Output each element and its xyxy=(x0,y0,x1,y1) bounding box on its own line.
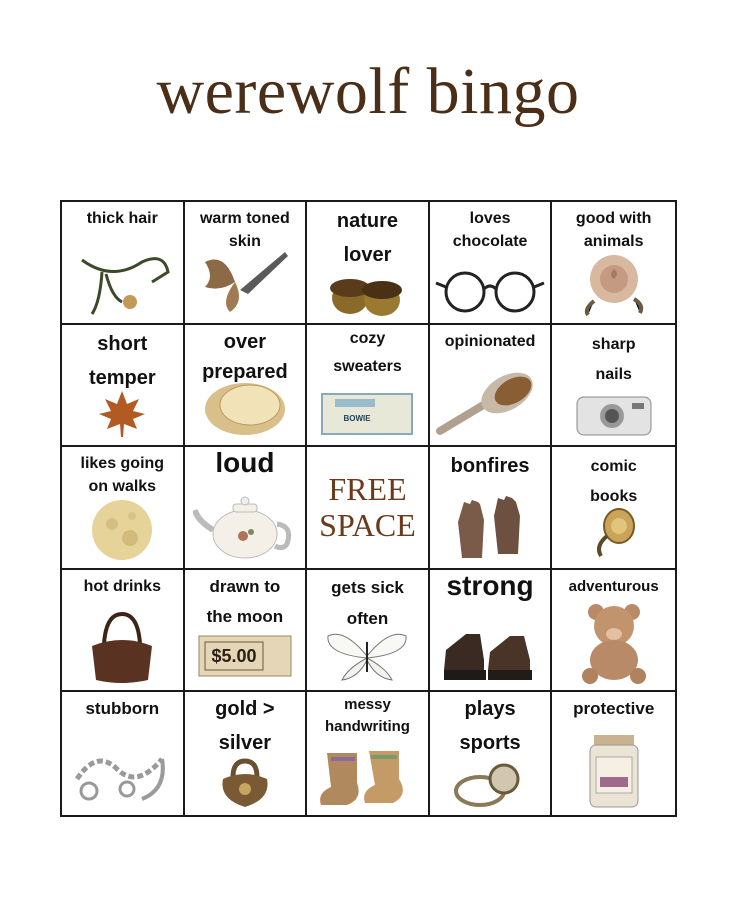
bingo-cell-sharp-nails[interactable] xyxy=(552,325,675,448)
bingo-cell-loves-chocolate[interactable] xyxy=(430,202,553,325)
bingo-cell-messy-handwriting[interactable] xyxy=(307,692,430,815)
potion-jar-icon xyxy=(552,739,675,809)
bingo-cell-warm-toned-skin[interactable] xyxy=(185,202,308,325)
bingo-cell-over-prepared[interactable] xyxy=(185,325,308,448)
cell-label: strong xyxy=(446,569,534,601)
bingo-cell-adventurous[interactable] xyxy=(552,570,675,693)
bingo-cell-short-temper[interactable] xyxy=(62,325,185,448)
cell-label: good with animals xyxy=(575,210,652,250)
cell-label: hot drinks xyxy=(83,577,161,595)
cell-label: stubborn xyxy=(85,699,160,719)
fingerless-gloves-icon xyxy=(430,492,551,562)
cell-label: cozy sweaters xyxy=(333,329,402,375)
bingo-cell-protective[interactable] xyxy=(552,692,675,815)
free-space-bottom: SPACE xyxy=(319,507,416,544)
film-camera-icon xyxy=(552,369,675,439)
padlock-icon xyxy=(185,739,306,809)
bingo-cell-opinionated[interactable] xyxy=(430,325,553,448)
moon-icon xyxy=(62,492,183,562)
chain-bracelet-icon xyxy=(62,739,183,809)
stone-ring-icon xyxy=(430,739,551,809)
salve-tin-icon xyxy=(185,369,306,439)
wool-socks-icon xyxy=(307,739,428,809)
cell-label: loud xyxy=(215,447,275,479)
bingo-cell-free-space[interactable] xyxy=(307,447,430,570)
bingo-cell-hot-drinks[interactable] xyxy=(62,570,185,693)
cell-label: warm toned skin xyxy=(199,210,290,250)
bingo-cell-gets-sick-often[interactable] xyxy=(307,570,430,693)
cell-label: gets sick often xyxy=(331,577,404,628)
ticket-text: BOWIE xyxy=(343,414,372,424)
cell-label: thick hair xyxy=(86,210,158,227)
bingo-cell-drawn-to-the-moon[interactable] xyxy=(185,570,308,693)
bingo-cell-gold-silver[interactable] xyxy=(185,692,308,815)
cell-label: opinionated xyxy=(444,332,536,350)
white-butterfly-icon xyxy=(307,614,428,684)
platform-boots-icon xyxy=(430,614,551,684)
concert-ticket-icon xyxy=(307,369,428,439)
bingo-cell-thick-hair[interactable] xyxy=(62,202,185,325)
bingo-cell-plays-sports[interactable] xyxy=(430,692,553,815)
leather-bag-icon xyxy=(62,614,183,684)
cell-label: drawn to the moon xyxy=(206,576,284,626)
cell-label: bonfires xyxy=(450,455,530,478)
dried-rose-icon xyxy=(552,247,675,317)
cell-label: gold > silver xyxy=(215,698,275,755)
page-title: werewolf bingo xyxy=(156,55,580,128)
cell-label: plays sports xyxy=(459,698,521,755)
cell-label: comic books xyxy=(590,458,638,506)
free-space-top: FREE xyxy=(328,471,407,508)
hairbrush-icon xyxy=(430,369,551,439)
price-ticket-icon xyxy=(185,614,306,684)
acorns-icon xyxy=(307,247,428,317)
cell-label: likes going on walks xyxy=(80,455,165,496)
ribbon-necklace-icon xyxy=(62,247,183,317)
cell-label: short temper xyxy=(88,332,156,389)
bingo-cell-likes-going-on-walks[interactable] xyxy=(62,447,185,570)
cell-label: loves chocolate xyxy=(452,210,528,250)
maple-leaf-icon xyxy=(62,369,183,439)
glasses-icon xyxy=(430,247,551,317)
bingo-cell-strong[interactable] xyxy=(430,570,553,693)
bingo-cell-comic-books[interactable] xyxy=(552,447,675,570)
bingo-grid xyxy=(60,200,677,817)
cell-label: nature lover xyxy=(336,210,399,266)
cell-label: messy handwriting xyxy=(324,696,410,736)
cell-label: adventurous xyxy=(568,577,659,595)
bingo-cell-stubborn[interactable] xyxy=(62,692,185,815)
bingo-cell-nature-lover[interactable] xyxy=(307,202,430,325)
butterfly-knife-icon xyxy=(185,247,306,317)
teapot-icon xyxy=(185,492,306,562)
cell-label: protective xyxy=(573,699,655,719)
ticket-text: $5.00 xyxy=(211,646,257,667)
free-space xyxy=(307,447,428,568)
cell-label: sharp nails xyxy=(591,335,636,383)
cell-label: over prepared xyxy=(202,330,288,383)
teddy-bear-icon xyxy=(552,614,675,684)
bingo-cell-bonfires[interactable] xyxy=(430,447,553,570)
bingo-cell-cozy-sweaters[interactable] xyxy=(307,325,430,448)
ring-icon xyxy=(552,492,675,562)
bingo-cell-loud[interactable] xyxy=(185,447,308,570)
bingo-cell-good-with-animals[interactable] xyxy=(552,202,675,325)
